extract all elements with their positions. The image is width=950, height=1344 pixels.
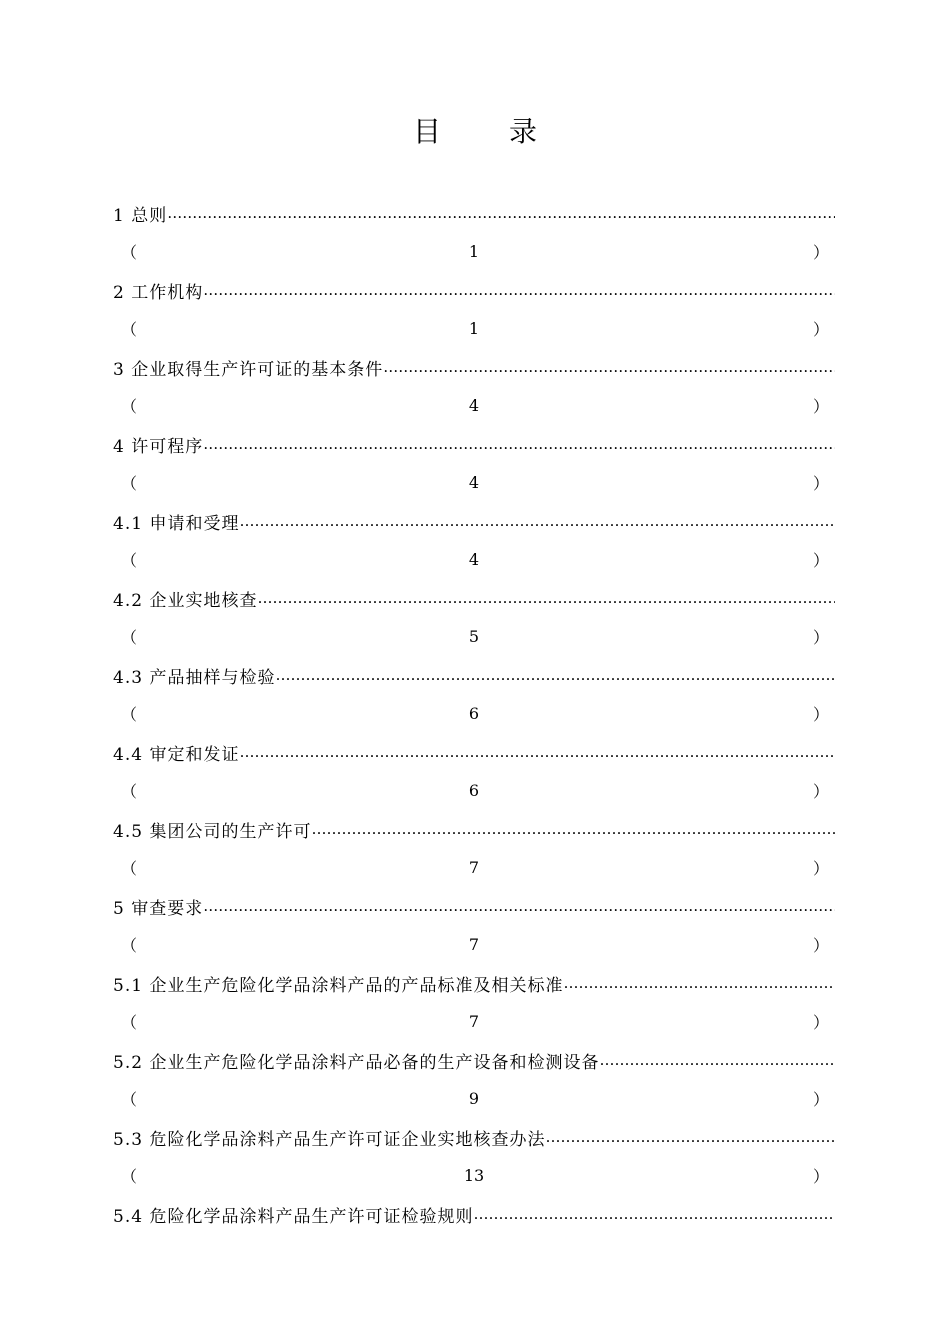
dot-leader bbox=[275, 666, 835, 684]
dot-leader bbox=[239, 512, 835, 530]
toc-entry-title: 5 审查要求 bbox=[113, 898, 204, 919]
toc-entry[interactable] bbox=[113, 425, 835, 502]
dot-leader bbox=[257, 589, 835, 607]
toc-page-line bbox=[113, 386, 835, 424]
toc-entry-title: 5.2 企业生产危险化学品涂料产品必备的生产设备和检测设备 bbox=[113, 1052, 600, 1073]
open-bracket: （ bbox=[121, 704, 138, 724]
toc-page-line bbox=[113, 309, 835, 347]
toc-entry[interactable] bbox=[113, 733, 835, 810]
dot-leader bbox=[239, 743, 835, 761]
toc-title-line bbox=[113, 964, 835, 1002]
open-bracket: （ bbox=[121, 550, 138, 570]
dot-leader bbox=[473, 1205, 835, 1223]
toc-page-line bbox=[113, 1156, 835, 1194]
toc-page-line bbox=[113, 540, 835, 578]
dot-leader bbox=[311, 820, 835, 838]
open-bracket: （ bbox=[121, 781, 138, 801]
toc-page-number: 6 bbox=[468, 703, 480, 723]
table-of-contents bbox=[113, 194, 835, 1272]
toc-entry[interactable] bbox=[113, 194, 835, 271]
toc-entry[interactable] bbox=[113, 964, 835, 1041]
toc-page-line bbox=[113, 232, 835, 270]
toc-entry-title: 4.5 集团公司的生产许可 bbox=[113, 821, 312, 842]
close-bracket: ） bbox=[812, 319, 829, 339]
toc-title-line bbox=[113, 733, 835, 771]
toc-entry[interactable] bbox=[113, 1041, 835, 1118]
toc-page-number: 7 bbox=[468, 1011, 480, 1031]
toc-entry[interactable] bbox=[113, 810, 835, 887]
toc-entry[interactable] bbox=[113, 271, 835, 348]
toc-title-line bbox=[113, 194, 835, 232]
open-bracket: （ bbox=[121, 473, 138, 493]
toc-entry-title: 4.2 企业实地核查 bbox=[113, 590, 258, 611]
toc-page-line bbox=[113, 463, 835, 501]
toc-entry-title: 3 企业取得生产许可证的基本条件 bbox=[113, 359, 384, 380]
toc-page-number: 4 bbox=[468, 472, 480, 492]
toc-page-number: 1 bbox=[468, 241, 480, 261]
toc-title-line bbox=[113, 348, 835, 386]
dot-leader bbox=[545, 1128, 835, 1146]
toc-entry-title: 4.1 申请和受理 bbox=[113, 513, 240, 534]
close-bracket: ） bbox=[812, 704, 829, 724]
dot-leader bbox=[203, 435, 835, 453]
close-bracket: ） bbox=[812, 550, 829, 570]
open-bracket: （ bbox=[121, 319, 138, 339]
close-bracket: ） bbox=[812, 242, 829, 262]
toc-page-line bbox=[113, 1002, 835, 1040]
toc-page-number: 7 bbox=[468, 934, 480, 954]
open-bracket: （ bbox=[121, 935, 138, 955]
toc-entry[interactable] bbox=[113, 348, 835, 425]
open-bracket: （ bbox=[121, 1012, 138, 1032]
toc-page-line bbox=[113, 694, 835, 732]
close-bracket: ） bbox=[812, 781, 829, 801]
close-bracket: ） bbox=[812, 935, 829, 955]
open-bracket: （ bbox=[121, 858, 138, 878]
toc-page-number: 4 bbox=[468, 395, 480, 415]
toc-entry-title: 5.4 危险化学品涂料产品生产许可证检验规则 bbox=[113, 1206, 474, 1227]
toc-entry[interactable] bbox=[113, 887, 835, 964]
toc-page-line bbox=[113, 848, 835, 886]
toc-entry[interactable] bbox=[113, 1195, 835, 1272]
toc-entry[interactable] bbox=[113, 579, 835, 656]
dot-leader bbox=[383, 358, 835, 376]
close-bracket: ） bbox=[812, 1089, 829, 1109]
toc-page-number: 7 bbox=[468, 857, 480, 877]
title-char-2: 录 bbox=[509, 115, 538, 148]
toc-page-number: 13 bbox=[463, 1165, 485, 1185]
open-bracket: （ bbox=[121, 242, 138, 262]
toc-title-line bbox=[113, 656, 835, 694]
toc-title-line bbox=[113, 810, 835, 848]
close-bracket: ） bbox=[812, 858, 829, 878]
toc-entry-title: 2 工作机构 bbox=[113, 282, 204, 303]
toc-title-line bbox=[113, 887, 835, 925]
dot-leader bbox=[203, 281, 835, 299]
open-bracket: （ bbox=[121, 1166, 138, 1186]
toc-page-line bbox=[113, 771, 835, 809]
toc-page-line bbox=[113, 617, 835, 655]
toc-page-number: 5 bbox=[468, 626, 480, 646]
dot-leader bbox=[167, 204, 835, 222]
toc-title-line bbox=[113, 1041, 835, 1079]
toc-title-line bbox=[113, 1195, 835, 1233]
toc-entry-title: 4.4 审定和发证 bbox=[113, 744, 240, 765]
toc-entry[interactable] bbox=[113, 502, 835, 579]
toc-title-line bbox=[113, 271, 835, 309]
close-bracket: ） bbox=[812, 1166, 829, 1186]
toc-page-number: 1 bbox=[468, 318, 480, 338]
page-title bbox=[0, 112, 950, 152]
toc-page-line bbox=[113, 1079, 835, 1117]
toc-entry-title: 1 总则 bbox=[113, 205, 168, 226]
dot-leader bbox=[563, 974, 835, 992]
toc-title-line bbox=[113, 579, 835, 617]
open-bracket: （ bbox=[121, 1089, 138, 1109]
toc-page-line bbox=[113, 925, 835, 963]
toc-entry-title: 4.3 产品抽样与检验 bbox=[113, 667, 276, 688]
close-bracket: ） bbox=[812, 473, 829, 493]
toc-page-number: 9 bbox=[468, 1088, 480, 1108]
toc-title-line bbox=[113, 425, 835, 463]
toc-entry[interactable] bbox=[113, 1118, 835, 1195]
toc-page-number: 4 bbox=[468, 549, 480, 569]
close-bracket: ） bbox=[812, 396, 829, 416]
toc-entry-title: 5.1 企业生产危险化学品涂料产品的产品标准及相关标准 bbox=[113, 975, 564, 996]
close-bracket: ） bbox=[812, 627, 829, 647]
toc-title-line bbox=[113, 502, 835, 540]
toc-page-number: 6 bbox=[468, 780, 480, 800]
dot-leader bbox=[599, 1051, 835, 1069]
title-char-1: 目 bbox=[412, 115, 441, 148]
open-bracket: （ bbox=[121, 396, 138, 416]
toc-entry[interactable] bbox=[113, 656, 835, 733]
toc-entry-title: 4 许可程序 bbox=[113, 436, 204, 457]
dot-leader bbox=[203, 897, 835, 915]
toc-entry-title: 5.3 危险化学品涂料产品生产许可证企业实地核查办法 bbox=[113, 1129, 546, 1150]
open-bracket: （ bbox=[121, 627, 138, 647]
toc-title-line bbox=[113, 1118, 835, 1156]
close-bracket: ） bbox=[812, 1012, 829, 1032]
